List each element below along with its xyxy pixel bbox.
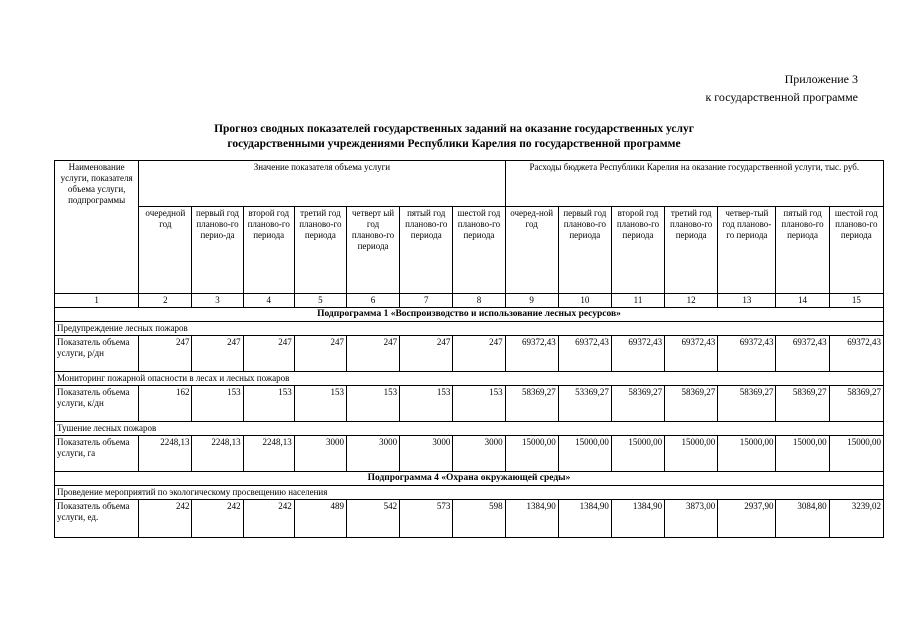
header-volume-year: шестой год планово-го периода	[453, 207, 505, 294]
indicator-label: Показатель объема услуги, к/дн	[55, 386, 139, 422]
value-cell: 58369,27	[718, 386, 776, 422]
header-budget-year: четвер-тый год планово-го периода	[718, 207, 776, 294]
service-section-row	[55, 322, 884, 336]
column-number: 5	[294, 294, 346, 308]
subprogram-4-heading: Подпрограмма 4 «Охрана окружающей среды»	[55, 472, 884, 486]
column-number: 14	[776, 294, 829, 308]
header-volume-year: третий год планово-го периода	[294, 207, 346, 294]
value-cell: 153	[453, 386, 505, 422]
header-name-column: Наименование услуги, показателя объема услуги, подпрограммы	[55, 161, 139, 294]
value-cell: 15000,00	[558, 436, 611, 472]
indicator-label: Показатель объема услуги, га	[55, 436, 139, 472]
value-cell: 3000	[400, 436, 453, 472]
indicator-label: Показатель объема услуги, р/дн	[55, 336, 139, 372]
table-row	[55, 336, 884, 372]
value-cell: 69372,43	[829, 336, 883, 372]
value-cell: 15000,00	[505, 436, 558, 472]
subprogram-row	[55, 308, 884, 322]
header-budget-year: третий год планово-го периода	[665, 207, 718, 294]
value-cell: 69372,43	[776, 336, 829, 372]
header-row-years	[55, 207, 884, 294]
value-cell: 15000,00	[829, 436, 883, 472]
value-cell: 1384,90	[505, 500, 558, 538]
value-cell: 69372,43	[558, 336, 611, 372]
column-number: 10	[558, 294, 611, 308]
header-volume-year: четверт ый год планово-го периода	[346, 207, 399, 294]
table-row	[55, 500, 884, 538]
value-cell: 15000,00	[776, 436, 829, 472]
value-cell: 242	[139, 500, 192, 538]
title-line-1: Прогноз сводных показателей государственных заданий на оказание государственных услуг	[214, 123, 694, 135]
value-cell: 2248,13	[139, 436, 192, 472]
service-section-row	[55, 422, 884, 436]
header-row-groups	[55, 161, 884, 207]
title-line-2: государственными учреждениями Республики Карелия по государственной программе	[227, 138, 681, 150]
header-budget-year: шестой год планово-го периода	[829, 207, 883, 294]
value-cell: 3000	[294, 436, 346, 472]
page-title	[54, 122, 854, 152]
header-budget-year: пятый год планово-го периода	[776, 207, 829, 294]
value-cell: 247	[453, 336, 505, 372]
column-number: 8	[453, 294, 505, 308]
value-cell: 3239,02	[829, 500, 883, 538]
service-name: Предупреждение лесных пожаров	[55, 322, 884, 336]
header-budget-group: Расходы бюджета Республики Карелия на оказание государственной услуги, тыс. руб.	[505, 161, 883, 207]
service-name: Мониторинг пожарной опасности в лесах и лесных пожаров	[55, 372, 884, 386]
column-number: 13	[718, 294, 776, 308]
header-budget-year: второй год планово-го периода	[611, 207, 664, 294]
value-cell: 153	[400, 386, 453, 422]
value-cell: 489	[294, 500, 346, 538]
value-cell: 15000,00	[718, 436, 776, 472]
column-number: 15	[829, 294, 883, 308]
header-volume-year: второй год планово-го периода	[243, 207, 294, 294]
column-number: 9	[505, 294, 558, 308]
service-name: Тушение лесных пожаров	[55, 422, 884, 436]
value-cell: 542	[346, 500, 399, 538]
value-cell: 153	[294, 386, 346, 422]
value-cell: 58369,27	[505, 386, 558, 422]
value-cell: 242	[243, 500, 294, 538]
value-cell: 247	[139, 336, 192, 372]
value-cell: 247	[243, 336, 294, 372]
appendix-note	[705, 70, 858, 106]
value-cell: 247	[346, 336, 399, 372]
table-row	[55, 386, 884, 422]
service-name: Проведение мероприятий по экологическому просвещению населения	[55, 486, 884, 500]
value-cell: 15000,00	[611, 436, 664, 472]
column-number: 1	[55, 294, 139, 308]
value-cell: 58369,27	[829, 386, 883, 422]
appendix-line-1: Приложение 3	[784, 72, 858, 86]
value-cell: 58369,27	[665, 386, 718, 422]
header-volume-group: Значение показателя объема услуги	[139, 161, 505, 207]
value-cell: 247	[294, 336, 346, 372]
value-cell: 573	[400, 500, 453, 538]
value-cell: 58369,27	[776, 386, 829, 422]
value-cell: 1384,90	[558, 500, 611, 538]
forecast-table	[54, 160, 884, 538]
indicator-label: Показатель объема услуги, ед.	[55, 500, 139, 538]
value-cell: 3000	[453, 436, 505, 472]
service-section-row	[55, 486, 884, 500]
value-cell: 15000,00	[665, 436, 718, 472]
value-cell: 153	[243, 386, 294, 422]
value-cell: 598	[453, 500, 505, 538]
value-cell: 69372,43	[718, 336, 776, 372]
service-section-row	[55, 372, 884, 386]
value-cell: 242	[192, 500, 243, 538]
column-number: 12	[665, 294, 718, 308]
value-cell: 153	[192, 386, 243, 422]
column-number: 3	[192, 294, 243, 308]
value-cell: 3873,00	[665, 500, 718, 538]
value-cell: 3000	[346, 436, 399, 472]
column-numbers-row	[55, 294, 884, 308]
column-number: 7	[400, 294, 453, 308]
value-cell: 153	[346, 386, 399, 422]
column-number: 2	[139, 294, 192, 308]
value-cell: 2248,13	[243, 436, 294, 472]
value-cell: 3084,80	[776, 500, 829, 538]
column-number: 4	[243, 294, 294, 308]
header-volume-year: пятый год планово-го периода	[400, 207, 453, 294]
header-budget-year: первый год планово-го периода	[558, 207, 611, 294]
header-volume-year: первый год планово-го перио-да	[192, 207, 243, 294]
value-cell: 2937,90	[718, 500, 776, 538]
header-budget-year: очеред-ной год	[505, 207, 558, 294]
column-number: 6	[346, 294, 399, 308]
value-cell: 69372,43	[665, 336, 718, 372]
subprogram-row	[55, 472, 884, 486]
column-number: 11	[611, 294, 664, 308]
value-cell: 2248,13	[192, 436, 243, 472]
table-row	[55, 436, 884, 472]
header-volume-year: очередной год	[139, 207, 192, 294]
subprogram-1-heading: Подпрограмма 1 «Воспроизводство и использование лесных ресурсов»	[55, 308, 884, 322]
value-cell: 58369,27	[611, 386, 664, 422]
value-cell: 162	[139, 386, 192, 422]
value-cell: 247	[400, 336, 453, 372]
value-cell: 53369,27	[558, 386, 611, 422]
value-cell: 69372,43	[505, 336, 558, 372]
appendix-line-2: к государственной программе	[705, 90, 858, 104]
value-cell: 1384,90	[611, 500, 664, 538]
value-cell: 247	[192, 336, 243, 372]
value-cell: 69372,43	[611, 336, 664, 372]
